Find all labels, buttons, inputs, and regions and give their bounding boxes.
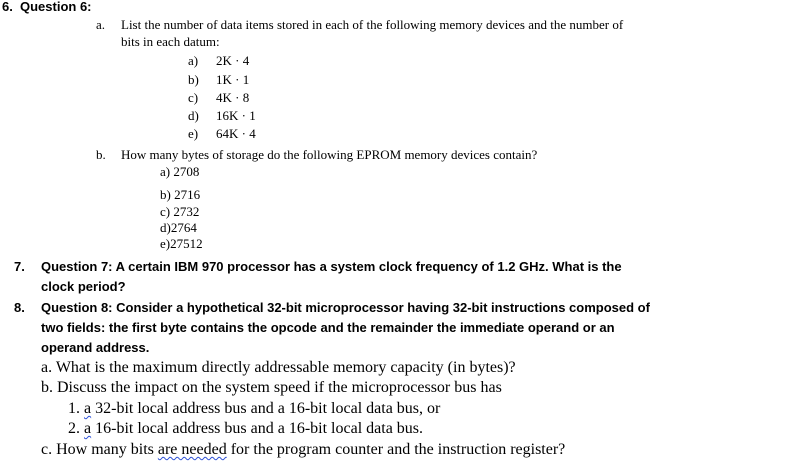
q6-a-item-marker: c)	[188, 90, 199, 105]
q8-b1-marker: 1.	[68, 400, 80, 417]
q6-a-item-text: 1K · 1	[216, 72, 250, 87]
q6-a-marker: a.	[96, 17, 106, 32]
q6-a-item-marker: d)	[188, 108, 199, 123]
q6-b-text: How many bytes of storage do the following EPROM memory devices contain?	[121, 147, 538, 162]
question-8-number: 8.	[14, 300, 25, 315]
question-6-number: 6.	[2, 0, 13, 14]
question-7-line2: clock period?	[41, 279, 126, 294]
question-8-line3: operand address.	[41, 340, 150, 355]
q8-b1-text: 32-bit local address bus and a 16-bit local data bus, or	[95, 400, 441, 417]
q8-c-text: for the program counter and the instruction register?	[230, 441, 566, 458]
q8-b1-flagged-word: a	[84, 400, 92, 417]
q6-a-item-marker: b)	[188, 72, 199, 87]
q8-b-option-2	[68, 420, 423, 438]
q8-b2-marker: 2.	[68, 420, 80, 437]
q6-a-item-text: 64K · 4	[216, 126, 256, 141]
q8-part-b: b. Discuss the impact on the system speed if the microprocessor bus has	[41, 379, 502, 396]
q6-b-marker: b.	[96, 147, 106, 162]
question-7-number: 7.	[14, 259, 25, 274]
q6-b-item: c) 2732	[160, 204, 200, 219]
q6-b-item: a) 2708	[160, 164, 200, 179]
q6-a-item-text: 4K · 8	[216, 90, 250, 105]
q6-b-item: e)27512	[160, 236, 203, 251]
q6-b-item: b) 2716	[160, 187, 201, 202]
q8-c-flagged-phrase: are needed	[157, 441, 227, 458]
q8-part-a: a. What is the maximum directly addressable memory capacity (in bytes)?	[41, 359, 516, 376]
q8-c-lead: c. How many bits	[41, 441, 154, 458]
question-8-line1: Question 8: Consider a hypothetical 32-bit microprocessor having 32-bit instructions composed of	[41, 300, 650, 315]
question-6-heading: Question 6:	[20, 0, 92, 14]
q6-a-item-marker: a)	[188, 53, 199, 68]
q6-a-item-text: 2K · 4	[216, 53, 250, 68]
q8-b-option-1	[68, 400, 440, 418]
q8-b2-flagged-word: a	[84, 420, 92, 437]
q8-part-c	[41, 441, 565, 459]
q6-a-text-line2: bits in each datum:	[121, 34, 220, 49]
question-8-line2: two fields: the first byte contains the opcode and the remainder the immediate operand or an	[41, 320, 615, 335]
question-7-line1: Question 7: A certain IBM 970 processor has a system clock frequency of 1.2 GHz. What is the	[41, 259, 622, 274]
q8-b2-text: 16-bit local address bus and a 16-bit local data bus.	[95, 420, 424, 437]
q6-b-item: d)2764	[160, 220, 197, 235]
q6-a-item-text: 16K · 1	[216, 108, 256, 123]
q6-a-item-marker: e)	[188, 126, 199, 141]
q6-a-text-line1: List the number of data items stored in each of the following memory devices and the number of	[121, 17, 624, 32]
